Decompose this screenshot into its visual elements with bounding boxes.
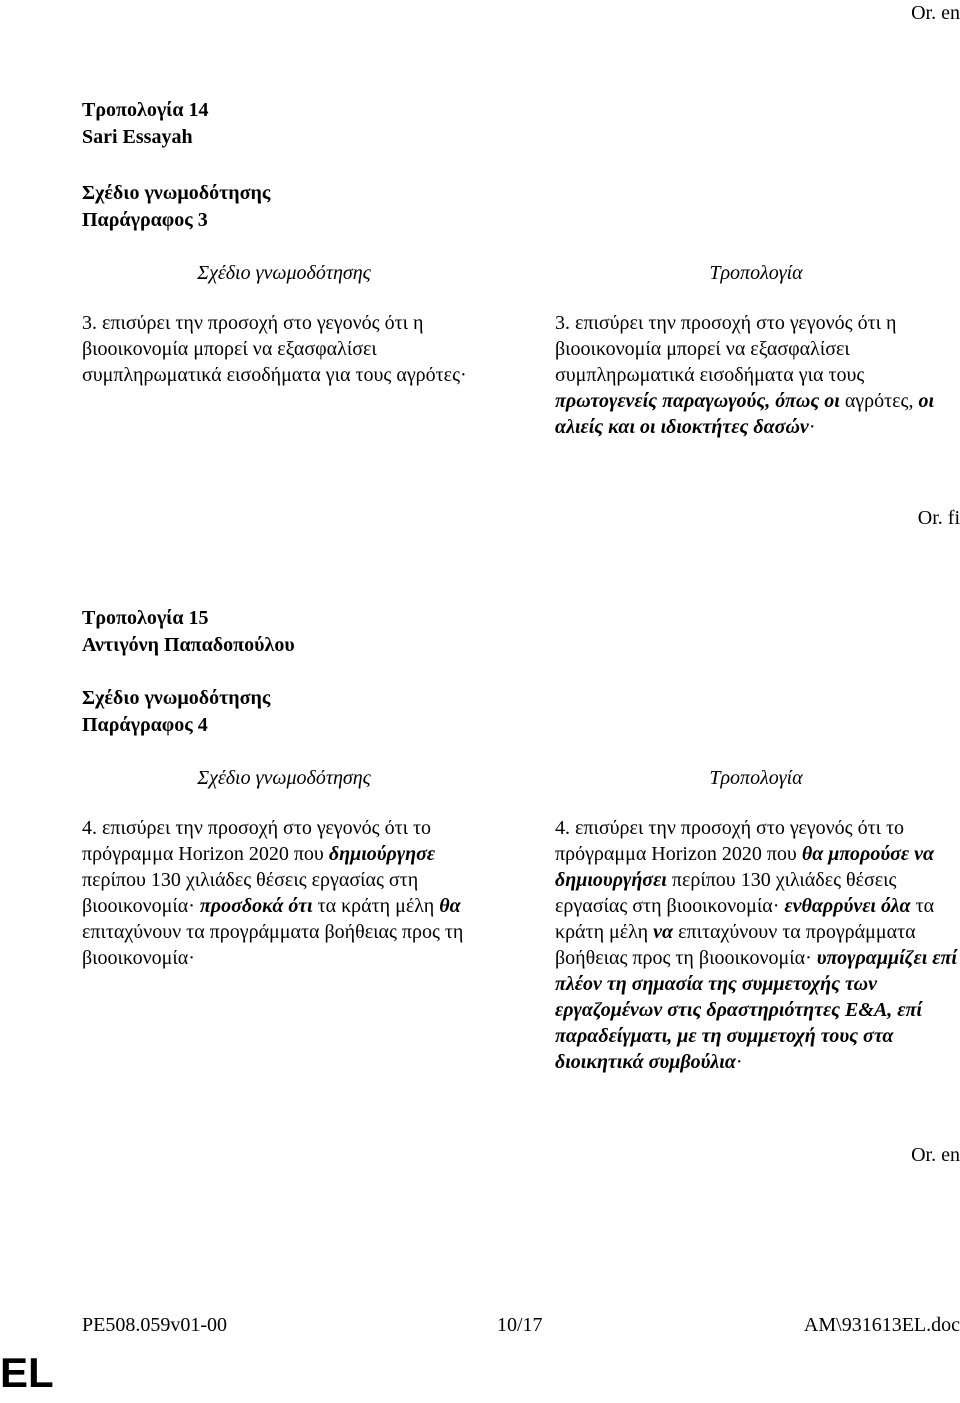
amendment-14-author: Sari Essayah — [82, 126, 193, 148]
amended-text-segment: θα μπορούσε να δημιουργήσει — [555, 843, 935, 891]
amendment-15-title: Τροπολογία 15 — [82, 607, 209, 629]
text-segment: 4. επισύρει την προσοχή στο γεγονός ότι το πρόγραμμα Horizon 2020 που — [82, 817, 432, 865]
amendment-15-paragraph: Παράγραφος 4 — [82, 714, 208, 736]
amendment-15-document: Σχέδιο γνωμοδότησης — [82, 687, 271, 709]
text-segment: περίπου 130 χιλιάδες θέσεις εργασίας στη βιοοικονομία· — [82, 869, 419, 917]
text-segment: 4. επισύρει την προσοχή στο γεγονός ότι το πρόγραμμα Horizon 2020 που — [555, 817, 905, 865]
text-segment: τα κράτη μέλη — [312, 895, 440, 917]
amended-text-segment: θα — [439, 895, 461, 917]
language-code: EL — [0, 1349, 54, 1396]
text-segment: · — [808, 416, 816, 438]
text-segment: επιταχύνουν τα προγράμματα βοήθειας προς τη βιοοικονομία· — [555, 921, 916, 969]
text-segment: περίπου 130 χιλιάδες θέσεις εργασίας στη βιοοικονομία· — [555, 869, 897, 917]
amended-text-segment: οι αλιείς και οι ιδιοκτήτες δασών — [555, 390, 935, 438]
footer-reference: PE508.059v01-00 — [82, 1314, 227, 1336]
amended-text-segment: ενθαρρύνει όλα — [784, 895, 911, 917]
amendment-14-right-text — [555, 310, 960, 440]
text-segment: · — [735, 1051, 743, 1073]
amendment-14-right-heading: Τροπολογία — [709, 262, 803, 284]
amendment-14-title: Τροπολογία 14 — [82, 99, 209, 121]
amended-text-segment: να — [653, 921, 674, 943]
amendment-14-left-text: 3. επισύρει την προσοχή στο γεγονός ότι η βιοοικονομία μπορεί να εξασφαλίσει συμπληρωματικά εισοδήματα για τους αγρότες· — [82, 312, 467, 386]
amendment-15-right-text — [555, 815, 960, 1075]
footer-page-number: 10/17 — [497, 1314, 543, 1336]
amended-text-segment: προσδοκά ότι — [199, 895, 313, 917]
original-language-am15: Or. en — [911, 1144, 960, 1166]
amendment-14-paragraph: Παράγραφος 3 — [82, 209, 208, 231]
amended-text-segment: δημιούργησε — [328, 843, 436, 865]
amendment-15-author: Αντιγόνη Παπαδοπούλου — [82, 634, 295, 656]
text-segment: τα κράτη μέλη — [555, 895, 935, 943]
text-segment: επιταχύνουν τα προγράμματα βοήθειας προς τη βιοοικονομία· — [82, 921, 464, 969]
amendment-14-document: Σχέδιο γνωμοδότησης — [82, 182, 271, 204]
amended-text-segment: υπογραμμίζει επί πλέον τη σημασία της συμμετοχής των εργαζομένων στις δραστηριότητες Ε&Α, επί παραδείγματι, με τη συμμετοχή τους στα διοικητικά συμβούλια — [555, 947, 957, 1073]
amendment-15-left-heading: Σχέδιο γνωμοδότησης — [197, 767, 371, 789]
amended-text-segment: πρωτογενείς παραγωγούς, όπως οι — [555, 390, 840, 412]
original-language-am14: Or. fi — [917, 507, 960, 529]
text-segment: αγρότες, — [839, 390, 919, 412]
text-segment: 3. επισύρει την προσοχή στο γεγονός ότι η βιοοικονομία μπορεί να εξασφαλίσει συμπληρωματικά εισοδήματα για τους — [555, 312, 897, 386]
amendment-15-right-heading: Τροπολογία — [709, 767, 803, 789]
original-language-top: Or. en — [911, 2, 960, 24]
footer-document-name: AM\931613EL.doc — [803, 1314, 960, 1336]
amendment-15-left-text — [82, 815, 502, 971]
amendment-14-left-heading: Σχέδιο γνωμοδότησης — [197, 262, 371, 284]
